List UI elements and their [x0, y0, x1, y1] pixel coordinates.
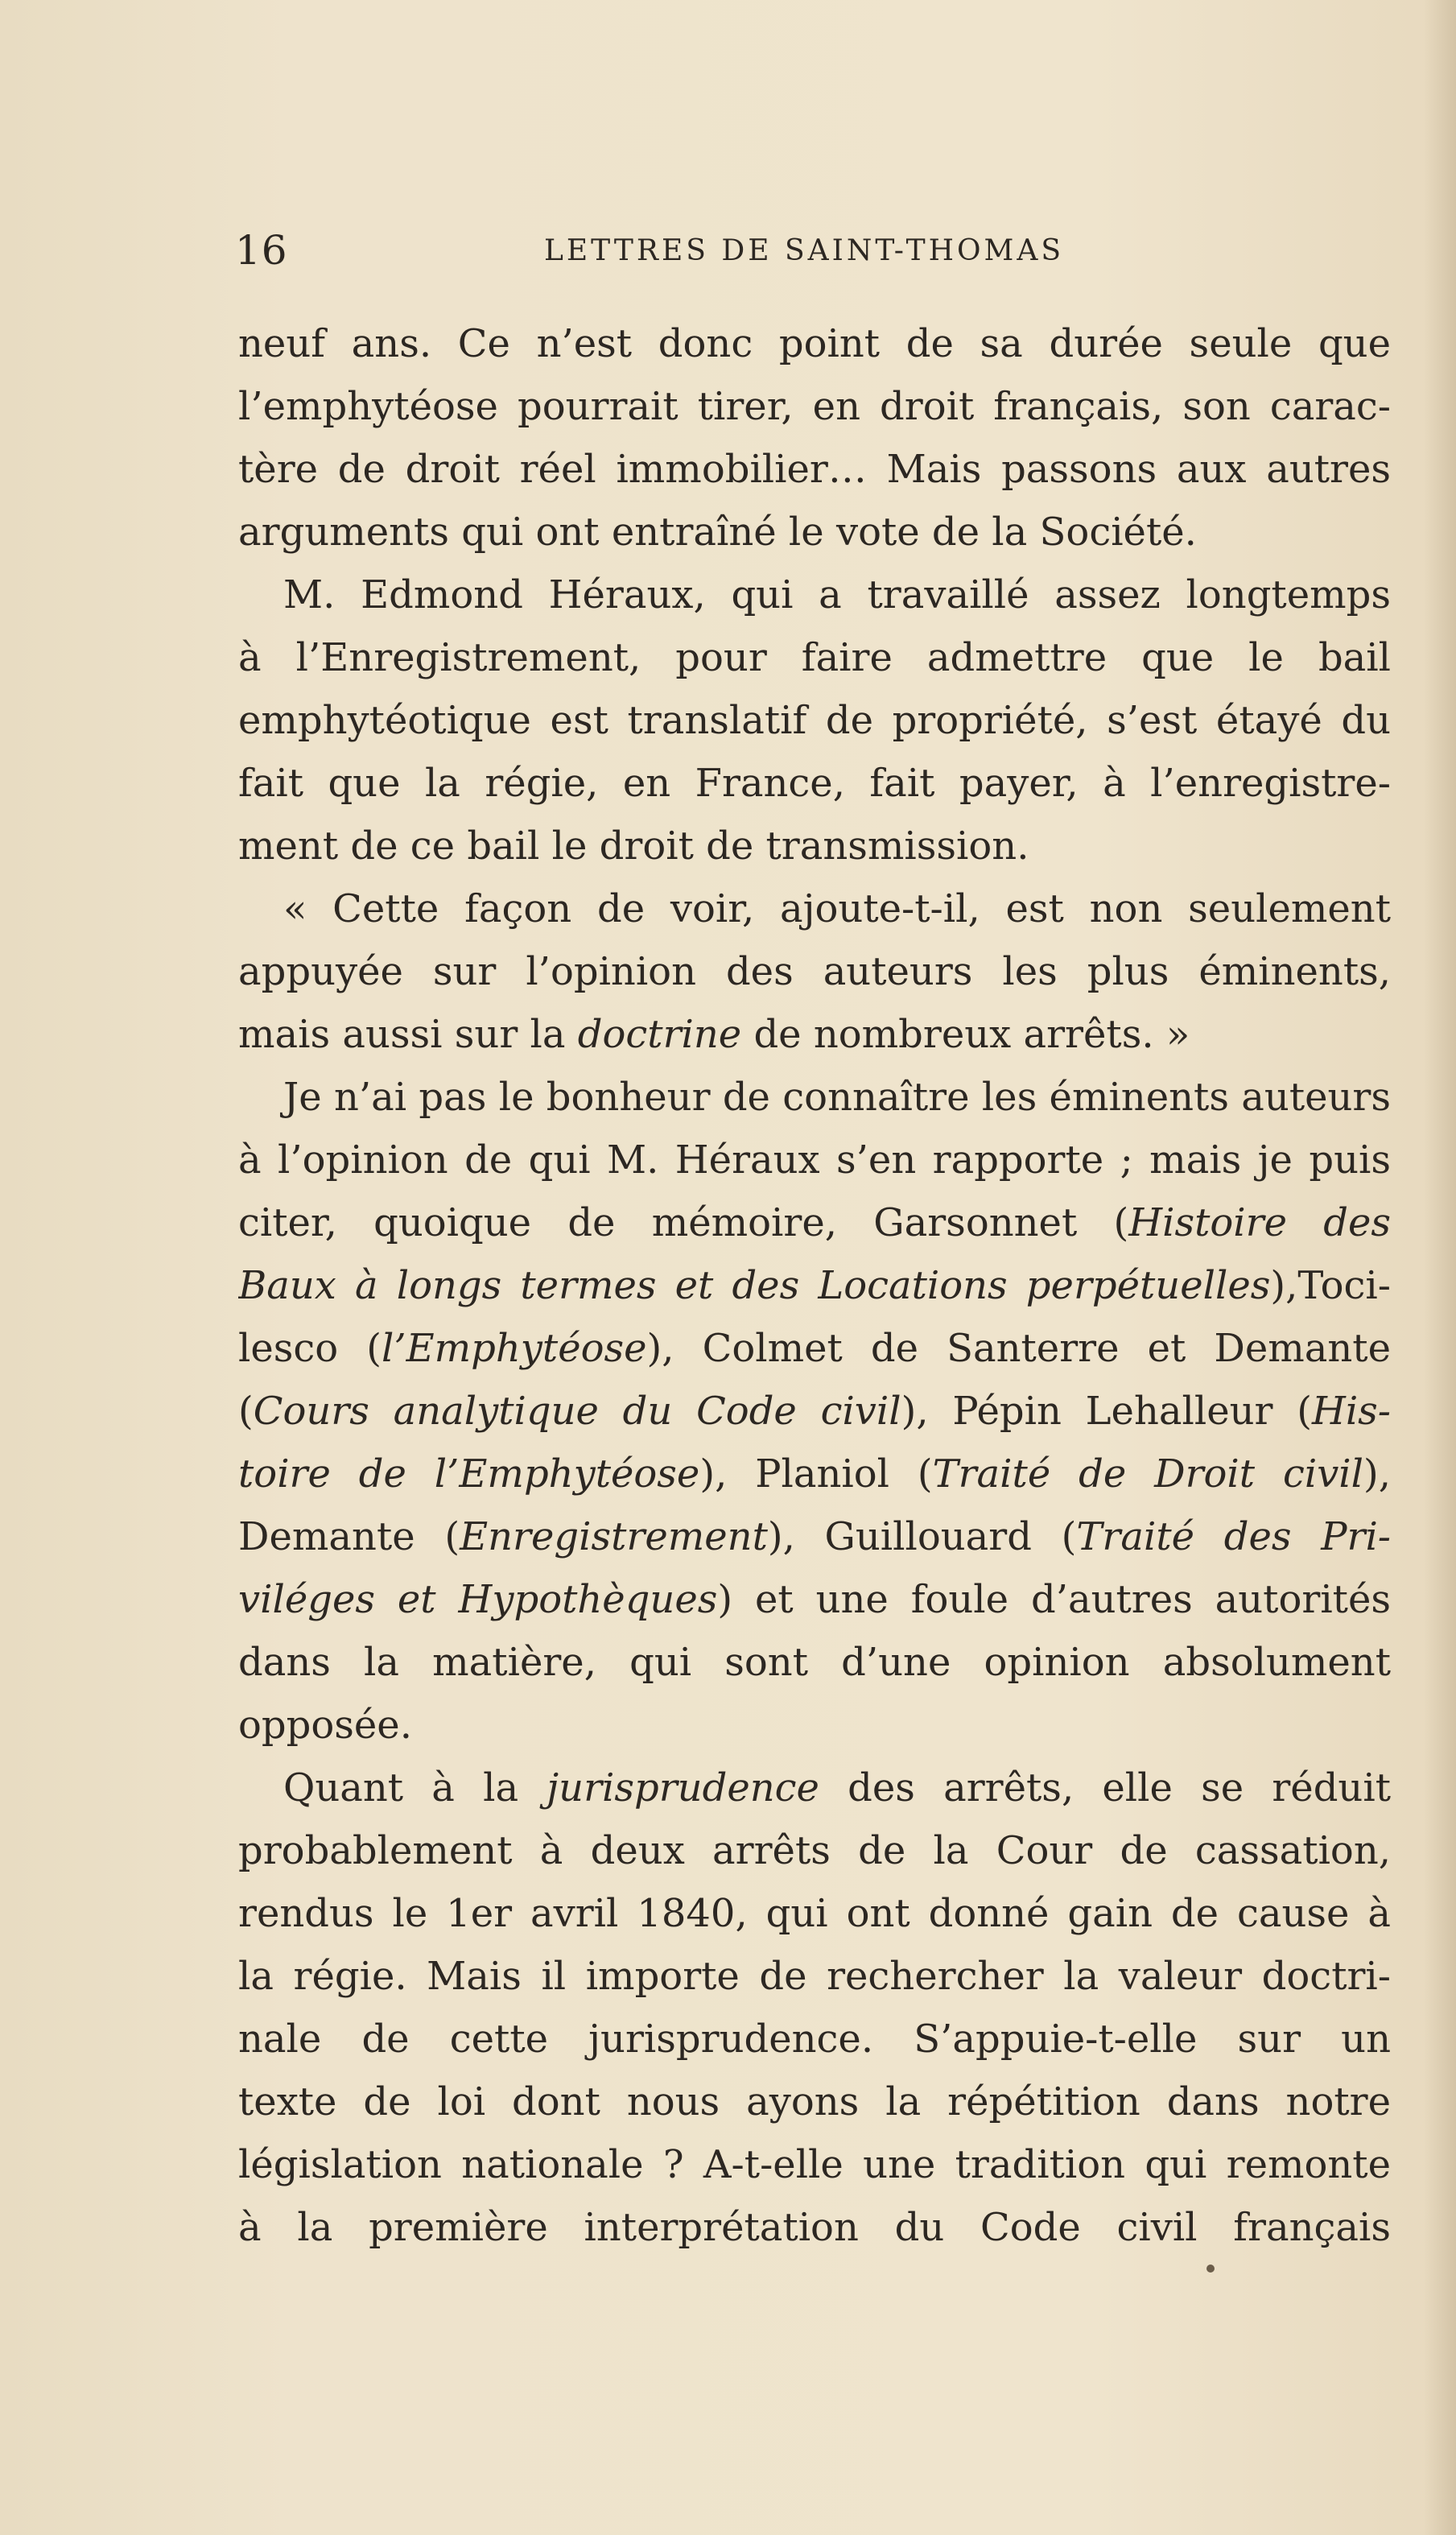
text-line: M. Edmond Héraux, qui a travaillé assez longtemps [283, 572, 1391, 617]
running-title: LETTRES DE SAINT-THOMAS [544, 234, 1065, 267]
text-line: mais aussi sur la doctrine de nombreux arrêts. » [238, 1012, 1190, 1057]
text-line: arguments qui ont entraîné le vote de la Société. [238, 510, 1197, 555]
text-line: à l’Enregistrement, pour faire admettre que le bail [238, 635, 1391, 680]
text-line: législation nationale ? A-t-elle une tradition qui remonte [238, 2142, 1391, 2187]
text-line: ment de ce bail le droit de transmission. [238, 824, 1029, 869]
text-line: Quant à la jurisprudence des arrêts, elle se réduit [283, 1765, 1391, 1810]
text-line: nale de cette jurisprudence. S’appuie-t-elle sur un [238, 2017, 1391, 2062]
text-line: Baux à longs termes et des Locations perpétuelles),Toci- [238, 1263, 1391, 1308]
body-text [238, 312, 1391, 2259]
text-line: à l’opinion de qui M. Héraux s’en rapporte ; mais je puis [238, 1137, 1391, 1183]
text-line: lesco (l’Emphytéose), Colmet de Santerre et Demante [238, 1326, 1391, 1371]
page-number: 16 [235, 227, 288, 274]
text-line: fait que la régie, en France, fait payer, à l’enregistre- [238, 761, 1391, 806]
text-line: tère de droit réel immobilier… Mais passons aux autres [238, 447, 1391, 492]
text-line: « Cette façon de voir, ajoute-t-il, est non seulement [283, 886, 1391, 931]
text-line: emphytéotique est translatif de propriété, s’est étayé du [238, 698, 1391, 743]
text-line: opposée. [238, 1703, 412, 1748]
text-line: neuf ans. Ce n’est donc point de sa durée seule que [238, 321, 1391, 366]
text-line: citer, quoique de mémoire, Garsonnet (Histoire des [238, 1200, 1391, 1245]
text-line: toire de l’Emphytéose), Planiol (Traité de Droit civil), [238, 1451, 1391, 1497]
text-line: la régie. Mais il importe de rechercher la valeur doctri- [238, 1954, 1391, 1999]
text-line: à la première interprétation du Code civil français [238, 2205, 1391, 2250]
text-line: viléges et Hypothèques) et une foule d’autres autorités [238, 1577, 1391, 1622]
text-line: Demante (Enregistrement), Guillouard (Traité des Pri- [238, 1514, 1391, 1559]
ink-speck [1206, 2265, 1215, 2273]
text-line: dans la matière, qui sont d’une opinion absolument [238, 1640, 1391, 1685]
text-line: Je n’ai pas le bonheur de connaître les éminents auteurs [283, 1075, 1391, 1120]
text-line: texte de loi dont nous ayons la répétition dans notre [238, 2079, 1391, 2124]
text-line: probablement à deux arrêts de la Cour de cassation, [238, 1828, 1391, 1873]
text-line: (Cours analytique du Code civil), Pépin Lehalleur (His- [238, 1389, 1391, 1434]
running-head [235, 222, 1399, 279]
text-line: rendus le 1er avril 1840, qui ont donné gain de cause à [238, 1891, 1391, 1936]
page-edge-shadow [1424, 0, 1456, 2535]
text-line: appuyée sur l’opinion des auteurs les plus éminents, [238, 949, 1391, 994]
text-line: l’emphytéose pourrait tirer, en droit français, son carac- [238, 384, 1391, 429]
